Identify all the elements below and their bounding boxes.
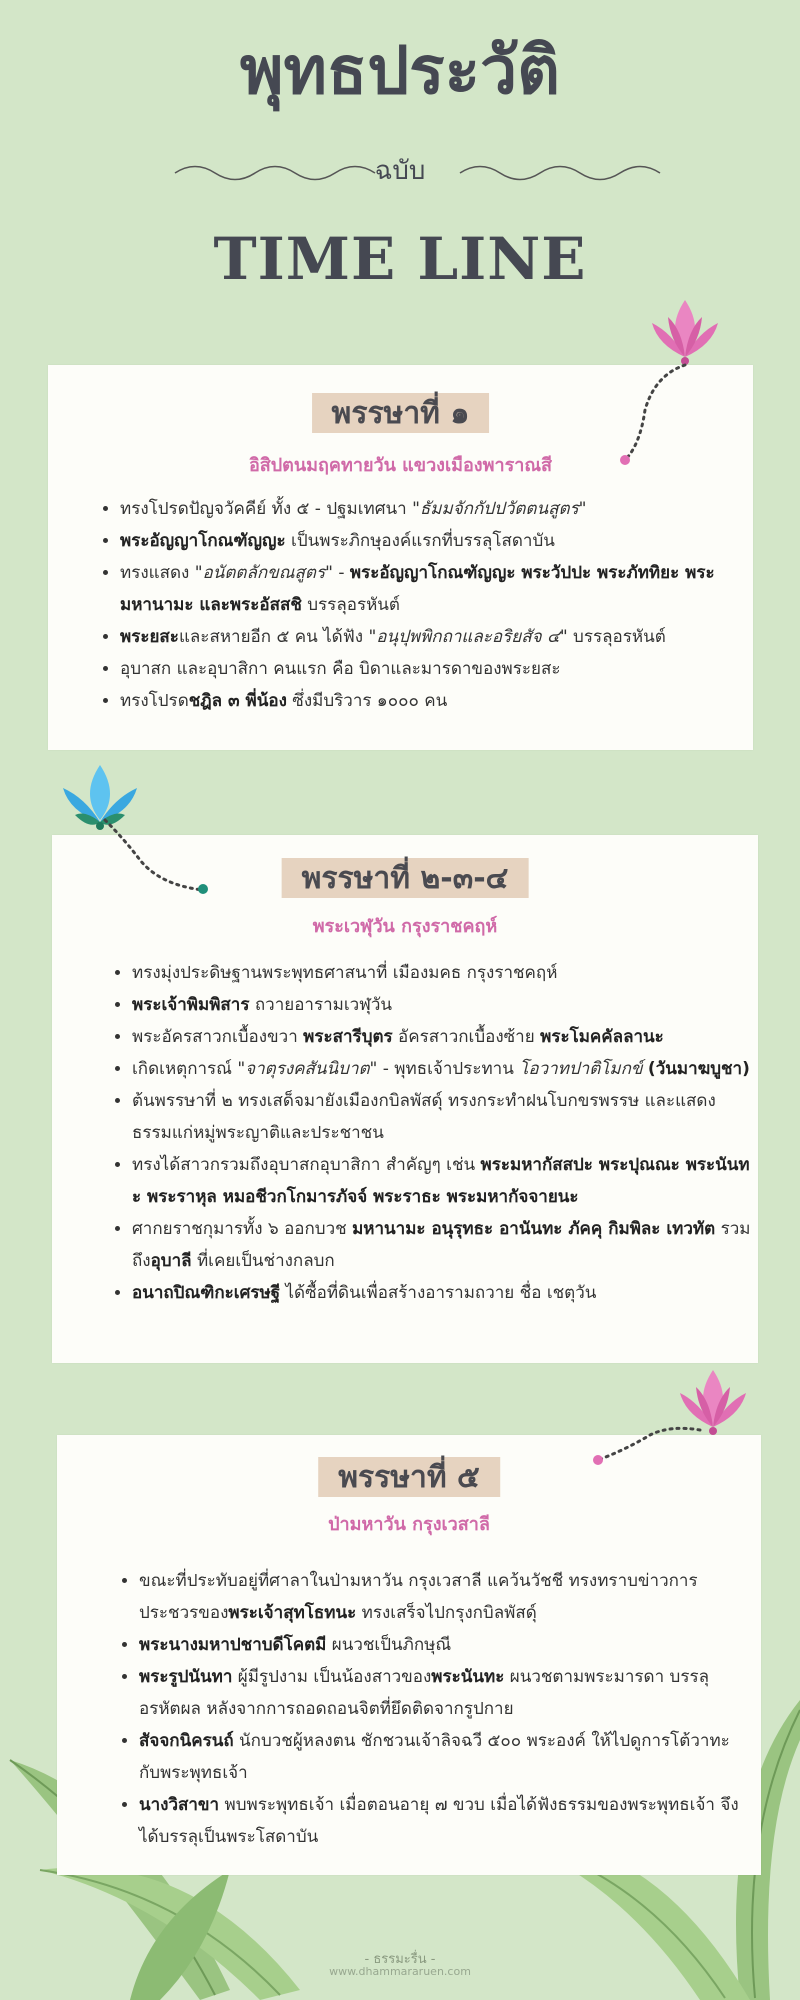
- list-item-text: ผนวชตามพระมารดา บรรลุอรหัตผล หลังจากการถอดถอนจิตที่ยึดติดจากรูปกาย: [139, 1667, 710, 1719]
- list-item-text: ทรงโปรดปัญจวัคคีย์ ทั้ง ๕ - ปฐมเทศนา: [120, 499, 413, 519]
- list-item-text: อนาถปิณฑิกะเศรษฐี: [132, 1283, 281, 1303]
- edition-label: ฉบับ: [374, 156, 426, 186]
- section-place-1: อิสิปตนมฤคทายวัน แขวงเมืองพาราณสี: [248, 455, 553, 476]
- section-title-1: พรรษาที่ ๑: [312, 393, 490, 433]
- list-item-text: เป็นพระภิกษุองค์แรกที่บรรลุโสดาบัน: [285, 531, 555, 551]
- list-item-text: อัครสาวกเบื้องซ้าย: [392, 1027, 541, 1047]
- list-item-text: พระโมคคัลลานะ: [540, 1027, 664, 1047]
- list-item-text: พระอัครสาวกเบื้องขวา: [132, 1027, 304, 1047]
- list-item: [120, 653, 740, 685]
- list-item-text: ทรงแสดง: [120, 563, 195, 583]
- list-item-text: นักบวชผู้หลงตน ชักชวนเจ้าลิจฉวี ๕๐๐ พระองค์ ให้ไปดูการโต้วาทะกับพระพุทธเจ้า: [139, 1731, 730, 1783]
- list-item-text: "ธัมมจักกัปปวัตตนสูตร": [412, 499, 587, 519]
- list-item: [132, 1021, 752, 1053]
- section-place-3: ป่ามหาวัน กรุงเวสาลี: [328, 1514, 490, 1535]
- footer-url[interactable]: www.dhammararuen.com: [329, 1965, 471, 1978]
- list-item-text: ได้ซื้อที่ดินเพื่อสร้างอารามถวาย ชื่อ เชตุวัน: [280, 1283, 597, 1303]
- section-place-2: พระเวฬุวัน กรุงราชคฤห์: [312, 916, 498, 937]
- list-item-text: พระอัญญาโกณฑัญญะ: [120, 531, 286, 551]
- list-item-text: สัจจกนิครนถ์: [139, 1731, 234, 1751]
- list-item: [120, 621, 740, 653]
- list-item-text: ถวายอารามเวฬุวัน: [249, 995, 393, 1015]
- section-card-2: [52, 835, 758, 1363]
- footer-brand: - ธรรมะรื่น -: [364, 1952, 436, 1967]
- list-item-text: ทรงเสร็จไปกรุงกบิลพัสดุ์: [356, 1603, 537, 1623]
- list-item-text: พระอัญญาโกณฑัญญะ พระวัปปะ พระภัททิยะ พระมหานามะ และพระอัสสชิ: [120, 563, 715, 615]
- list-item: [120, 685, 740, 717]
- list-item-text: ทรงมุ่งประดิษฐานพระพุทธศาสนาที่ เมืองมคธ กรุงราชคฤห์: [132, 963, 558, 983]
- list-item: [120, 557, 740, 621]
- list-item-text: (วันมาฆบูชา): [647, 1059, 750, 1079]
- list-item-text: -: [332, 563, 350, 583]
- list-item: [132, 1085, 752, 1149]
- right-wave-ornament: [455, 158, 665, 188]
- list-item-text: ที่เคยเป็นช่างกลบก: [191, 1251, 335, 1271]
- dotted-connector-1: [615, 360, 695, 470]
- section-title-3: พรรษาที่ ๕: [318, 1457, 500, 1497]
- list-item: [120, 525, 740, 557]
- dotted-connector-2: [95, 815, 215, 895]
- list-item-text: ทรงได้สาวกรวมถึงอุบาสกอุบาสิกา สำคัญๆ เช่น: [132, 1155, 481, 1175]
- list-item: [139, 1629, 749, 1661]
- section-list-1: [98, 493, 740, 717]
- list-item: [132, 1149, 752, 1213]
- list-item: [132, 1277, 752, 1309]
- list-item: [120, 493, 740, 525]
- list-item-text: พระนันทะ: [431, 1667, 505, 1687]
- list-item-text: พระยสะ: [120, 627, 179, 647]
- list-item-text: "จาตุรงคสันนิบาต": [237, 1059, 378, 1079]
- pink-lotus-icon: [640, 295, 730, 365]
- list-item-text: พระเจ้าพิมพิสาร: [132, 995, 250, 1015]
- list-item-text: ขณะที่ประทับอยู่ที่ศาลาในป่ามหาวัน กรุงเวสาลี แคว้นวัชชี ทรงทราบข่าวการประชวรของ: [139, 1571, 698, 1623]
- list-item-text: พระมหากัสสปะ พระปุณณะ พระนันทะ พระราหุล หมอชีวกโกมารภัจจ์ พระราธะ พระมหากัจจายนะ: [132, 1155, 750, 1207]
- list-item-text: ศากยราชกุมารทั้ง ๖ ออกบวช: [132, 1219, 353, 1239]
- list-item-text: บรรลุอรหันต์: [301, 595, 400, 615]
- list-item-text: ผนวชเป็นภิกษุณี: [326, 1635, 452, 1655]
- section-title-2: พรรษาที่ ๒-๓-๔: [282, 858, 529, 898]
- list-item-text: ซึ่งมีบริวาร ๑๐๐๐ คน: [286, 691, 448, 711]
- list-item-text: พระเจ้าสุทโธทนะ: [228, 1603, 357, 1623]
- section-card-3: [57, 1435, 761, 1875]
- list-item-text: อุบาลี: [150, 1251, 192, 1271]
- list-item-text: พบพระพุทธเจ้า เมื่อตอนอายุ ๗ ขวบ เมื่อได้ฟังธรรมของพระพุทธเจ้า จึงได้บรรลุเป็นพระโสดาบัน: [139, 1795, 739, 1847]
- section-list-2: [110, 957, 752, 1309]
- list-item: [139, 1725, 749, 1789]
- list-item-text: ผู้มีรูปงาม เป็นน้องสาวของ: [232, 1667, 432, 1687]
- list-item-text: "อนัตตลักขณสูตร": [194, 563, 333, 583]
- list-item: [139, 1661, 749, 1725]
- list-item-text: ทรงโปรด: [120, 691, 189, 711]
- list-item-text: ต้นพรรษาที่ ๒ ทรงเสด็จมายังเมืองกบิลพัสดุ์ ทรงกระทำฝนโบกขรพรรษ และแสดงธรรมแก่หมู่พระญาติและประชาชน: [132, 1091, 716, 1143]
- page-title: พุทธประวัติ: [239, 31, 560, 109]
- list-item-text: เกิดเหตุการณ์: [132, 1059, 238, 1079]
- list-item: [139, 1789, 749, 1853]
- list-item-text: พระนางมหาปชาบดีโคตมี: [139, 1635, 327, 1655]
- list-item: [132, 1213, 752, 1277]
- list-item-text: และสหายอีก ๕ คน ได้ฟัง: [178, 627, 369, 647]
- list-item-text: โอวาทปาติโมกข์: [519, 1059, 643, 1079]
- list-item-text: พระสารีบุตร: [303, 1027, 393, 1047]
- list-item-text: รวมถึง: [132, 1219, 751, 1271]
- list-item: [132, 1053, 752, 1085]
- list-item: [132, 957, 752, 989]
- dotted-connector-3: [590, 1420, 710, 1470]
- list-item-text: มหานามะ อนุรุทธะ อานันทะ ภัคคุ กิมพิละ เทวทัต: [352, 1219, 716, 1239]
- page-subtitle: TIME LINE: [213, 225, 587, 293]
- list-item: [132, 989, 752, 1021]
- list-item-text: - พุทธเจ้าประทาน: [377, 1059, 520, 1079]
- list-item-text: "อนุปุพพิกถาและอริยสัจ ๔": [368, 627, 568, 647]
- list-item-text: บรรลุอรหันต์: [567, 627, 666, 647]
- list-item-text: พระรูปนันทา: [139, 1667, 233, 1687]
- section-list-3: [117, 1565, 749, 1853]
- list-item-text: อุบาสก และอุบาสิกา คนแรก คือ บิดาและมารดาของพระยสะ: [120, 659, 561, 679]
- list-item: [139, 1565, 749, 1629]
- list-item-text: ชฎิล ๓ พี่น้อง: [188, 691, 287, 711]
- list-item-text: นางวิสาขา: [139, 1795, 220, 1815]
